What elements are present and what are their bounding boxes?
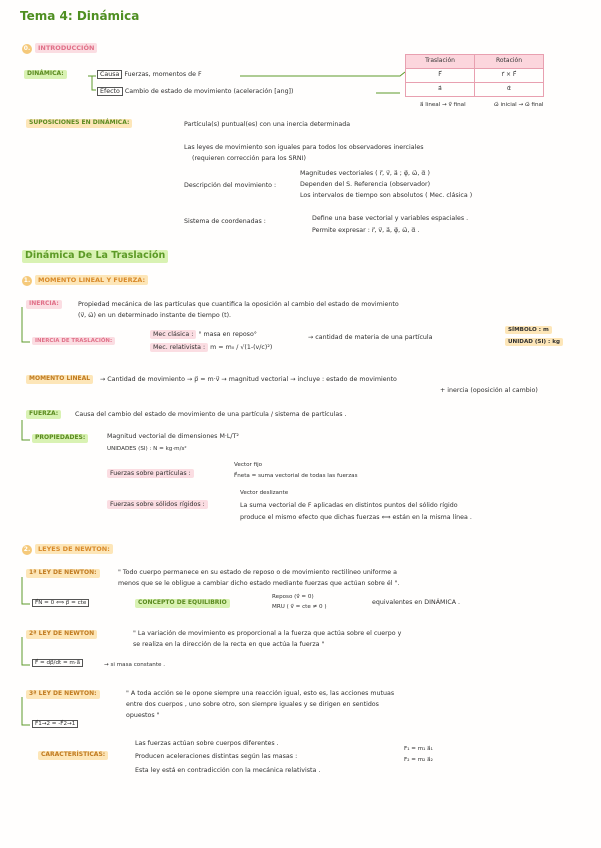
momento-lineal-label: MOMENTO LINEAL bbox=[26, 375, 93, 384]
prop-units: UNIDADES (SI) : N = kg·m/s² bbox=[107, 446, 187, 452]
ley3-text-3: opuestos " bbox=[126, 712, 160, 719]
sup-4: Descripción del movimiento : bbox=[184, 182, 277, 189]
sup-10: Permite expresar : r⃗, v⃗, a⃗, φ⃗, ω⃗, α⃗ . bbox=[312, 227, 420, 234]
leyes-heading-text: LEYES DE NEWTON: bbox=[35, 544, 113, 554]
caract-2a: F₁ = m₁ a⃗₁ bbox=[404, 746, 433, 752]
sup-9: Define una base vectorial y variables espaciales . bbox=[312, 215, 469, 222]
mec-clasica-label: Mec clásica : bbox=[150, 330, 196, 339]
fp-2: F⃗neta = suma vectorial de todas las fuerzas bbox=[234, 473, 358, 479]
momento-heading bbox=[22, 276, 148, 286]
ley3-box: F⃗1→2 = -F⃗2→1 bbox=[32, 720, 78, 728]
causa-label: Causa bbox=[97, 70, 122, 79]
cell-momento: r⃗ × F⃗ bbox=[475, 69, 544, 83]
fs-1: Vector deslizante bbox=[240, 490, 289, 496]
simbolo: SÍMBOLO : m bbox=[505, 326, 552, 334]
equilibrio-label: CONCEPTO DE EQUILIBRIO bbox=[135, 599, 230, 608]
ley3-text-1: " A toda acción se le opone siempre una reacción igual, esto es, las acciones mutuas bbox=[126, 690, 395, 697]
sup-5: Magnitudes vectoriales ( r⃗, v⃗, a⃗ ; φ⃗, ω⃗, α⃗ ) bbox=[300, 170, 430, 177]
efecto-label: Efecto bbox=[97, 87, 123, 96]
causa-text: Fuerzas, momentos de F bbox=[124, 71, 202, 78]
intro-heading-text: INTRODUCCIÓN bbox=[35, 43, 97, 53]
ley2-text-2: se realiza en la dirección de la recta en que actúa la fuerza " bbox=[133, 641, 325, 648]
fuerza-label: FUERZA: bbox=[26, 410, 61, 419]
leyes-number: 2. bbox=[23, 546, 31, 553]
mec-rel bbox=[150, 344, 272, 351]
ley3-label: 3ª LEY DE NEWTON: bbox=[26, 690, 100, 699]
m-formula: m = m₀ / √(1-(v/c)²) bbox=[210, 344, 273, 351]
sup-3: (requieren corrección para los SRNI) bbox=[192, 155, 306, 162]
intro-number: 0. bbox=[23, 45, 31, 52]
fuerza-text: Causa del cambio del estado de movimiento de una partícula / sistema de partículas . bbox=[75, 411, 347, 418]
momento-number: 1. bbox=[23, 277, 31, 284]
efecto-text: Cambio de estado de movimiento (aceleración [ang]) bbox=[124, 88, 294, 95]
cell-alpha: α⃗ bbox=[475, 83, 544, 97]
eq-2: MRU ( v⃗ = cte ≠ 0 ) bbox=[272, 604, 327, 610]
section-traslacion: Dinámica De La Traslación bbox=[22, 250, 168, 263]
ley1-text-2: menos que se le obligue a cambiar dicho estado mediante fuerzas que actúan sobre él ". bbox=[118, 580, 400, 587]
inercia-label: INERCIA: bbox=[26, 300, 62, 309]
ley3-text-2: entre dos cuerpos , uno sobre otro, son siempre iguales y se dirigen en sentidos bbox=[126, 701, 379, 708]
momento-text-2: + inercia (oposición al cambio) bbox=[440, 387, 538, 394]
fs-3: produce el mismo efecto que dichas fuerzas ⟺ están en la misma línea . bbox=[240, 514, 472, 521]
efecto-row bbox=[97, 88, 293, 95]
rot-note: ω⃗ inicial → ω⃗ final bbox=[494, 102, 544, 108]
tras-rot-table bbox=[405, 54, 544, 97]
inercia-tras-label: INERCIA DE TRASLACIÓN: bbox=[32, 337, 115, 345]
sup-1: Partícula(s) puntual(es) con una inercia determinada bbox=[184, 121, 351, 128]
fp-1: Vector fijo bbox=[234, 462, 263, 468]
sup-8: Sistema de coordenadas : bbox=[184, 218, 266, 225]
eq-1: Reposo (v⃗ = 0) bbox=[272, 594, 314, 600]
inercia-text-1: Propiedad mecánica de las partículas que cuantifica la oposición al cambio del estado de movimiento bbox=[78, 301, 399, 308]
propiedades-label: PROPIEDADES: bbox=[32, 434, 88, 443]
ley2-label: 2ª LEY DE NEWTON bbox=[26, 630, 97, 639]
intro-heading bbox=[22, 44, 97, 54]
mec-rel-label: Mec. relativista : bbox=[150, 343, 208, 352]
mec-clasica bbox=[150, 331, 257, 338]
th-rotacion: Rotación bbox=[475, 55, 544, 69]
momento-heading-text: MOMENTO LINEAL Y FUERZA: bbox=[35, 275, 148, 285]
unidad: UNIDAD (SI) : kg bbox=[505, 338, 563, 346]
ley1-box: F⃗N = 0 ⟺ p⃗ = cte bbox=[32, 599, 89, 607]
caract-1: Las fuerzas actúan sobre cuerpos diferentes . bbox=[135, 740, 279, 747]
mec-clasica-text: ° masa en reposo° bbox=[198, 331, 257, 338]
sup-6: Dependen del S. Referencia (observador) bbox=[300, 181, 431, 188]
sup-7: Los intervalos de tiempo son absolutos ( Mec. clásica ) bbox=[300, 192, 473, 199]
sup-2: Las leyes de movimiento son iguales para todos los observadores inerciales bbox=[184, 144, 424, 151]
th-traslacion: Traslación bbox=[406, 55, 475, 69]
tras-note: a⃗ lineal → v⃗ final bbox=[420, 102, 466, 108]
caract-2b: F₂ = m₂ a⃗₂ bbox=[404, 757, 433, 763]
cell-a: a⃗ bbox=[406, 83, 475, 97]
caract-2: Producen aceleraciones distintas según las masas : bbox=[135, 753, 298, 760]
ley2-text-1: " La variación de movimiento es proporcional a la fuerza que actúa sobre el cuerpo y bbox=[133, 630, 402, 637]
ley1-text-1: " Todo cuerpo permanece en su estado de reposo o de movimiento rectilíneo uniforme a bbox=[118, 569, 397, 576]
cell-fuerza: F⃗ bbox=[406, 69, 475, 83]
page-title: Tema 4: Dinámica bbox=[20, 9, 140, 23]
eq-text: equivalentes en DINÁMICA . bbox=[372, 599, 461, 606]
caracteristicas-label: CARACTERÍSTICAS: bbox=[38, 751, 108, 760]
leyes-heading bbox=[22, 545, 113, 555]
ley2-note: → si masa constante . bbox=[104, 662, 166, 668]
momento-text: → Cantidad de movimiento → p⃗ = m·v⃗ → magnitud vectorial → incluye : estado de movimiento bbox=[100, 376, 397, 383]
fs-2: La suma vectorial de F aplicadas en distintos puntos del sólido rígido bbox=[240, 502, 458, 509]
causa-row bbox=[97, 71, 202, 78]
prop-1: Magnitud vectorial de dimensiones M·L/T² bbox=[107, 433, 239, 440]
cantidad-materia: → cantidad de materia de una partícula bbox=[308, 334, 433, 341]
fuerzas-solidos: Fuerzas sobre sólidos rígidos : bbox=[107, 500, 208, 509]
ley2-box: F⃗ = dp⃗/dt = m·a⃗ bbox=[32, 659, 83, 667]
caract-3: Esta ley está en contradicción con la mecánica relativista . bbox=[135, 767, 321, 774]
ley1-label: 1ª LEY DE NEWTON: bbox=[26, 569, 100, 578]
dinamica-label: DINÁMICA: bbox=[24, 70, 67, 79]
fuerzas-particulas: Fuerzas sobre partículas : bbox=[107, 469, 194, 478]
inercia-text-2: (v⃗, ω⃗) en un determinado instante de tiempo (t). bbox=[78, 312, 232, 319]
suposiciones-label: SUPOSICIONES EN DINÁMICA: bbox=[26, 119, 132, 128]
